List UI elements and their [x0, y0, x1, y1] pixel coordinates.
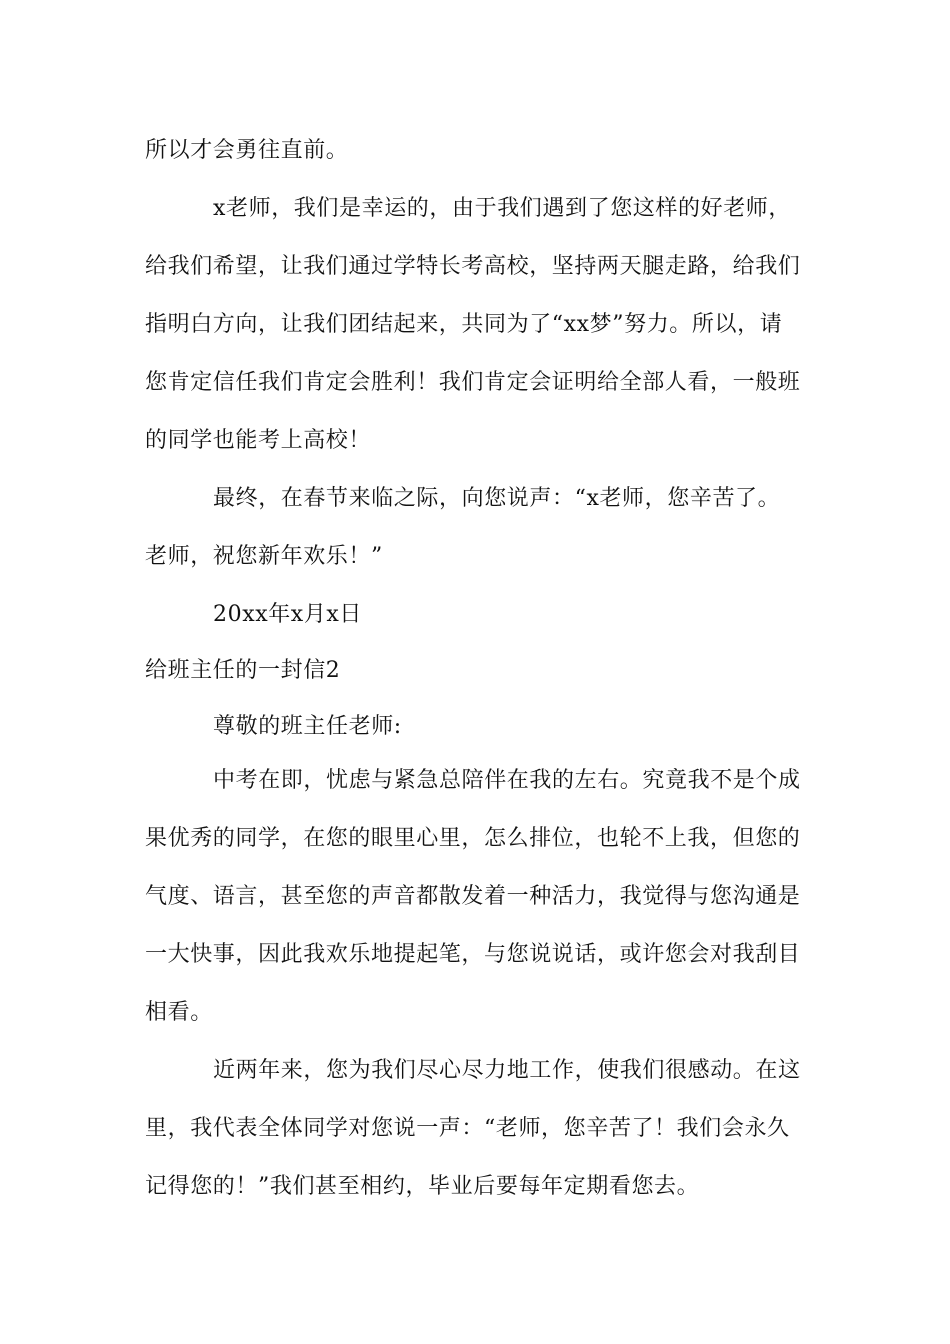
text-line: 果优秀的同学，在您的眼里心里，怎么排位，也轮不上我，但您的: [145, 826, 801, 851]
text-line: 老师，祝您新年欢乐！”: [145, 544, 383, 569]
text-line: 您肯定信任我们肯定会胜利！我们肯定会证明给全部人看，一般班: [145, 370, 801, 395]
text-line: 里，我代表全体同学对您说一声：“老师，您辛苦了！我们会永久: [145, 1116, 790, 1141]
text-line: 相看。: [145, 1000, 213, 1025]
paragraph-start: 中考在即，忧虑与紧急总陪伴在我的左右。究竟我不是个成: [213, 768, 801, 793]
date-line: 20xx年x月x日: [213, 602, 363, 627]
text-line: 给我们希望，让我们通过学特长考高校，坚持两天腿走路，给我们: [145, 254, 801, 279]
paragraph-start: 近两年来，您为我们尽心尽力地工作，使我们很感动。在这: [213, 1058, 801, 1083]
text-line: 记得您的！”我们甚至相约，毕业后要每年定期看您去。: [145, 1174, 700, 1199]
text-line: 气度、语言，甚至您的声音都散发着一种活力，我觉得与您沟通是: [145, 884, 801, 909]
paragraph-start: x老师，我们是幸运的，由于我们遇到了您这样的好老师，: [213, 196, 792, 221]
text-line: 所以才会勇往直前。: [145, 138, 349, 163]
paragraph-start: 最终，在春节来临之际，向您说声：“x老师，您辛苦了。: [213, 486, 781, 511]
letter-title: 给班主任的一封信2: [145, 658, 341, 683]
text-line: 指明白方向，让我们团结起来，共同为了“xx梦”努力。所以，请: [145, 312, 783, 337]
salutation: 尊敬的班主任老师:: [213, 714, 402, 739]
text-line: 一大快事，因此我欢乐地提起笔，与您说说话，或许您会对我刮目: [145, 942, 801, 967]
text-line: 的同学也能考上高校！: [145, 428, 372, 453]
